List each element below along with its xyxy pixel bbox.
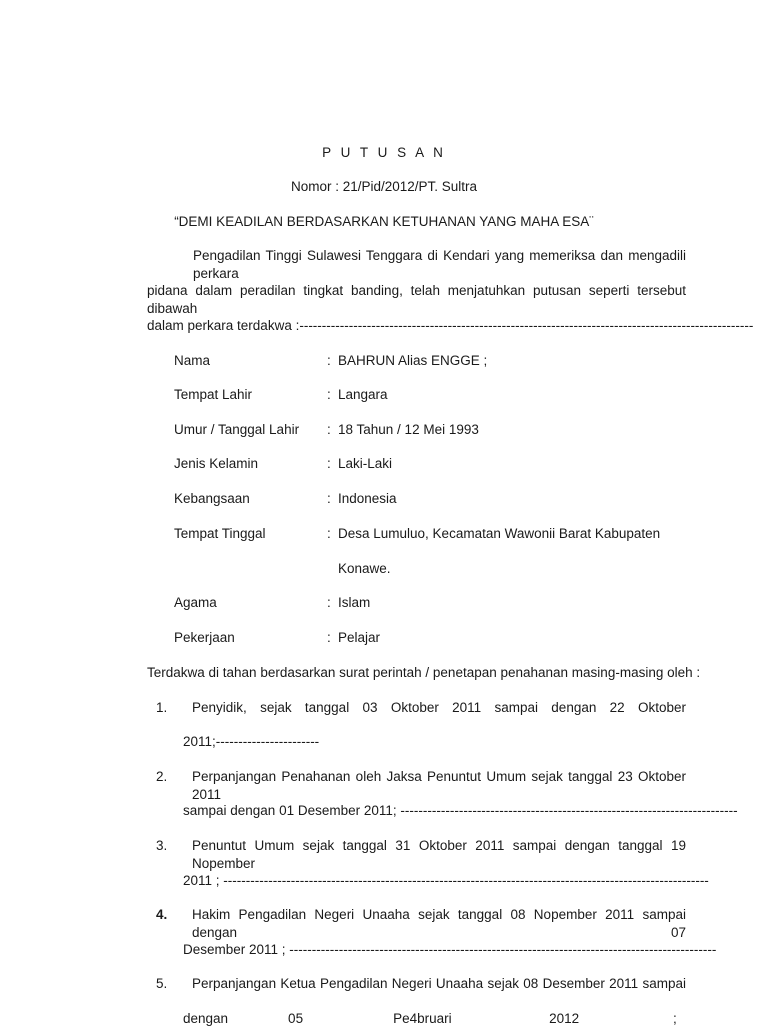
- identity-value: Islam: [338, 595, 371, 610]
- list-number: 2.: [156, 769, 168, 784]
- list-item-line-2: sampai dengan 01 Desember 2011; ---------------------------------------------------------------------------: [183, 803, 738, 818]
- list-number: 1.: [156, 700, 168, 715]
- decision-number: Nomor : 21/Pid/2012/PT. Sultra: [290, 179, 478, 194]
- identity-label: Nama: [174, 353, 211, 368]
- identity-label: Agama: [174, 595, 217, 610]
- identity-colon: :: [327, 456, 331, 471]
- intro-line-2: pidana dalam peradilan tingkat banding, telah menjatuhkan putusan seperti tersebut dibawah: [147, 283, 686, 316]
- list-item-line-2: Desember 2011 ; -----------------------------------------------------------------------------------------------: [183, 942, 717, 957]
- identity-value: Pelajar: [338, 630, 381, 645]
- list-item-line-2: dengan 05 Pe4bruari 2012 ;: [183, 1011, 677, 1026]
- list-item-line-1: Perpanjangan Penahanan oleh Jaksa Penuntut Umum sejak tanggal 23 Oktober 2011: [192, 769, 686, 802]
- list-number: 4.: [156, 907, 168, 922]
- list-item-line-1: Penyidik, sejak tanggal 03 Oktober 2011 sampai dengan 22 Oktober: [192, 700, 686, 715]
- identity-label: Kebangsaan: [174, 491, 250, 506]
- identity-value: Indonesia: [338, 491, 397, 506]
- identity-colon: :: [327, 595, 331, 610]
- identity-value: Laki-Laki: [338, 456, 393, 471]
- list-item-line-1: Perpanjangan Ketua Pengadilan Negeri Unaaha sejak 08 Desember 2011 sampai: [192, 976, 686, 991]
- identity-colon: :: [327, 353, 331, 368]
- identity-colon: :: [327, 387, 331, 402]
- identity-value: 18 Tahun / 12 Mei 1993: [338, 422, 479, 437]
- detention-intro: Terdakwa di tahan berdasarkan surat perintah / penetapan penahanan masing-masing oleh :: [147, 665, 701, 680]
- intro-line-1: Pengadilan Tinggi Sulawesi Tenggara di Kendari yang memeriksa dan mengadili perkara: [193, 248, 686, 281]
- identity-value: Desa Lumuluo, Kecamatan Wawonii Barat Kabupaten: [338, 526, 661, 541]
- list-item-line-1: Penuntut Umum sejak tanggal 31 Oktober 2011 sampai dengan tanggal 19 Nopember: [192, 838, 686, 871]
- list-number: 3.: [156, 838, 168, 853]
- document-title: P U T U S A N: [322, 145, 446, 160]
- list-number: 5.: [156, 976, 168, 991]
- identity-value: BAHRUN Alias ENGGE ;: [338, 353, 488, 368]
- identity-colon: :: [327, 491, 331, 506]
- identity-label: Tempat Lahir: [174, 387, 253, 402]
- identity-colon: :: [327, 630, 331, 645]
- identity-value-continued: Konawe.: [338, 561, 391, 576]
- irah-irah-heading: “DEMI KEADILAN BERDASARKAN KETUHANAN YANG MAHA ESA¨: [174, 214, 594, 229]
- identity-colon: :: [327, 526, 331, 541]
- identity-value: Langara: [338, 387, 388, 402]
- identity-label: Pekerjaan: [174, 630, 235, 645]
- identity-colon: :: [327, 422, 331, 437]
- identity-label: Tempat Tinggal: [174, 526, 266, 541]
- list-item-line-2: 2011 ; ------------------------------------------------------------------------------------------------------------: [183, 873, 709, 888]
- list-item-line-1: Hakim Pengadilan Negeri Unaaha sejak tanggal 08 Nopember 2011 sampai dengan 07: [192, 907, 686, 940]
- list-item-line-2: 2011;-----------------------: [183, 734, 320, 749]
- identity-label: Umur / Tanggal Lahir: [174, 422, 300, 437]
- identity-label: Jenis Kelamin: [174, 456, 259, 471]
- intro-line-3: dalam perkara terdakwa :-----------------------------------------------------------------------------------------------------: [147, 318, 754, 333]
